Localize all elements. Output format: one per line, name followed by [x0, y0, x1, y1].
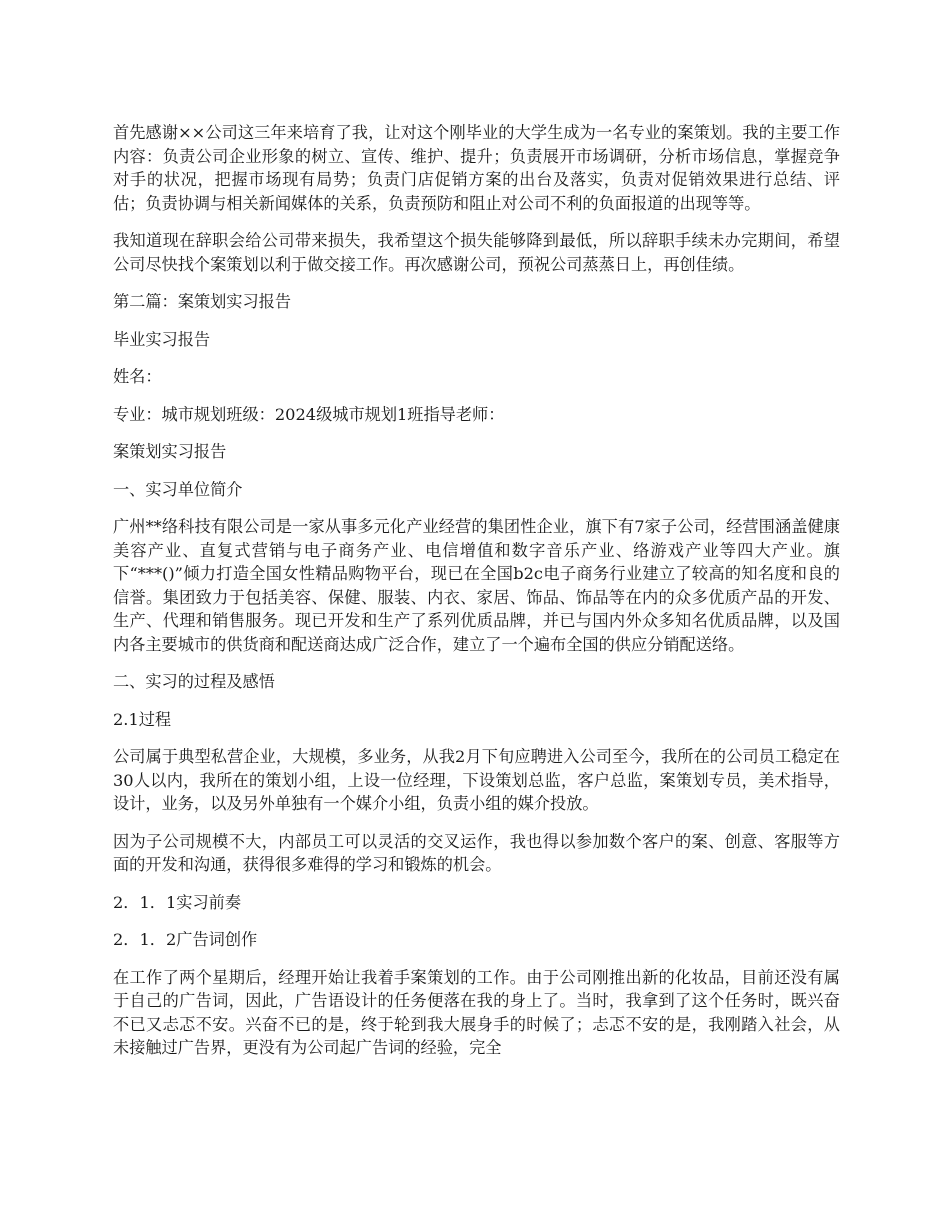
- heading-internship-report: 毕业实习报告: [113, 329, 211, 349]
- heading-section-2: 二、实习的过程及感悟: [113, 672, 275, 691]
- heading-section-2-1-1: 2．1．1实习前奏: [113, 892, 242, 912]
- paragraph-slogan-task: 在工作了两个星期后，经理开始让我着手案策划的工作。由于公司刚推出新的化妆品，目前还没有属于自己的广告词，因此，广告语设计的任务便落在我的身上了。当时，我拿到了这个任务时，既兴奋不已又忐忑不安。兴奋不已的是，终于轮到我大展身手的时候了；忐忑不安的是，我刚踏入社会，从未接触过广告界，更没有为公司起广告词的经验，完全: [113, 967, 840, 1057]
- heading-part-two: 第二篇：案策划实习报告: [113, 292, 292, 311]
- field-major-class-advisor: 专业：城市规划班级：2024级城市规划1班指导老师：: [113, 404, 505, 424]
- document-body: [113, 121, 840, 1060]
- heading-section-2-1-2: 2．1．2广告词创作: [113, 930, 258, 949]
- paragraph-learning-opportunity: 因为子公司规模不大，内部员工可以灵活的交叉运作，我也得以参加数个客户的案、创意、客服等方面的开发和沟通，获得很多难得的学习和锻炼的机会。: [113, 831, 840, 874]
- heading-section-2-1: 2.1过程: [113, 709, 172, 729]
- paragraph-resignation-thanks: 首先感谢××公司这三年来培育了我，让对这个刚毕业的大学生成为一名专业的案策划。我的主要工作内容：负责公司企业形象的树立、宣传、维护、提升；负责展开市场调研，分析市场信息，掌握竞争对手的状况，把握市场现有局势；负责门店促销方案的出台及落实，负责对促销效果进行总结、评估；负责协调与相关新闻媒体的关系，负责预防和阻止对公司不利的负面报道的出现等等。: [113, 123, 840, 213]
- paragraph-company-intro: 广州**络科技有限公司是一家从事多元化产业经营的集团性企业，旗下有7家子公司，经营围涵盖健康美容产业、直复式营销与电子商务产业、电信增值和数字音乐产业、络游戏产业等四大产业。旗下“***()”倾力打造全国女性精品购物平台，现已在全国b2c电子商务行业建立了较高的知名度和良的信誉。集团致力于包括美容、保健、服装、内衣、家居、饰品、饰品等在内的众多优质产品的开发、生产、代理和销售服务。现已开发和生产了系列优质品牌，并已与国内外众多知名优质品牌，以及国内各主要城市的供货商和配送商达成广泛合作，建立了一个遍布全国的供应分销配送络。: [113, 517, 840, 654]
- heading-report-title: 案策划实习报告: [113, 442, 227, 461]
- heading-section-1: 一、实习单位简介: [113, 479, 243, 499]
- paragraph-resignation-handover: 我知道现在辞职会给公司带来损失，我希望这个损失能够降到最低，所以辞职手续未办完期间，希望公司尽快找个案策划以利于做交接工作。再次感谢公司，预祝公司蒸蒸日上，再创佳绩。: [113, 231, 840, 274]
- field-name: 姓名：: [113, 367, 162, 386]
- paragraph-company-structure: 公司属于典型私营企业，大规模，多业务，从我2月下旬应聘进入公司至今，我所在的公司员工稳定在30人以内，我所在的策划小组，上设一位经理，下设策划总监，客户总监，案策划专员，美术指导，设计，业务，以及另外单独有一个媒介小组，负责小组的媒介投放。: [113, 747, 840, 813]
